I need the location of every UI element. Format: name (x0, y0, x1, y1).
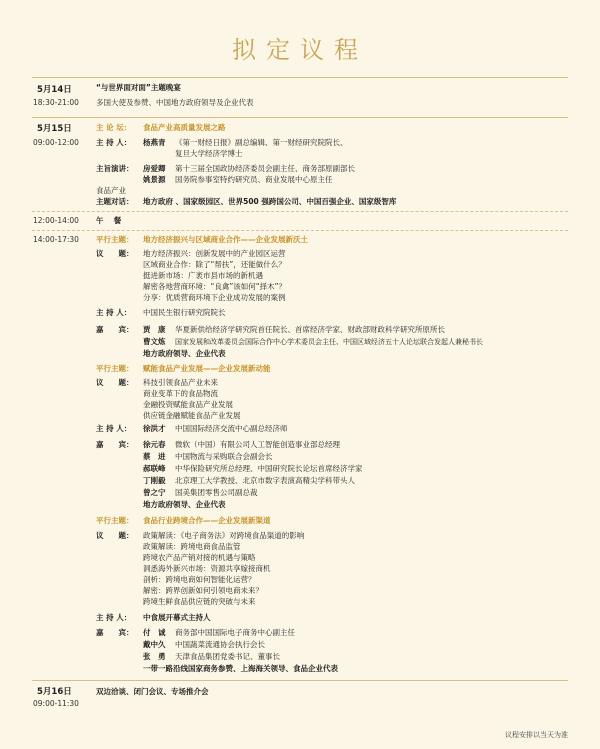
guest-desc: 北京理工大学教授、北京市数字表演高精尖学科带头人 (175, 476, 355, 485)
guest-desc: 微软（中国）有限公司人工智能创造事业部总经理 (175, 440, 340, 449)
parallel-label: 平行主题： (96, 516, 134, 525)
topic: 跨境农产品产销对接的机遇与策略 (143, 553, 256, 562)
day-14-date: 5月14日 (37, 85, 72, 95)
host-desc: 《第一财经日报》副总编辑、第一财经研究院院长、 (175, 138, 348, 147)
divider (32, 680, 568, 681)
afternoon-time: 14:00-17:30 (33, 235, 79, 244)
guest-other: 地方政府领导、企业代表 (143, 500, 226, 509)
speaker-name: 房爱卿 (143, 164, 166, 173)
guest-label: 嘉 宾： (96, 440, 134, 449)
divider (32, 211, 568, 212)
day-14-desc: 多国大使及参赞、中国地方政府领导及企业代表 (96, 98, 254, 107)
topic: 挺进新市场：广袤市县市场的新机遇 (143, 271, 263, 280)
day-15-date: 5月15日 (37, 124, 72, 134)
guest-desc: 商务部中国国际电子商务中心副主任 (175, 628, 295, 637)
topic: 洞悉海外新兴市场：资源共享嫁接商机 (143, 564, 271, 573)
guest-desc: 华夏新供给经济学研究院首任院长、首席经济学家、财政部财政科学研究所原所长 (175, 325, 445, 334)
parallel-label: 平行主题： (96, 364, 134, 373)
topic-label: 议 题： (96, 531, 134, 540)
topic-label: 议 题： (96, 249, 134, 258)
topic: 剖析：跨境电商如何智能化运营？ (143, 575, 256, 584)
page-title: 拟定议程 (232, 36, 368, 64)
guest-name: 郝联峰 (143, 464, 166, 473)
topic: 政策解读：《电子商务法》对跨境食品渠道的影响 (143, 531, 305, 540)
guest-name: 徐元春 (143, 440, 166, 449)
parallel-title: 地方经济振兴与区域商业合作——企业发展新沃土 (143, 235, 308, 244)
dialog-label: 食品产业 (96, 186, 126, 195)
day-14-time: 18:30-21:00 (33, 98, 79, 107)
host-label: 主 持 人： (96, 613, 132, 622)
day-16-time: 09:00-11:30 (33, 699, 79, 708)
lunch-time: 12:00-14:00 (33, 216, 79, 225)
guest-name: 张 勇 (143, 652, 166, 661)
day-14-event: “与世界面对面”主题晚宴 (96, 83, 181, 92)
topic: 科技引领食品产业未来 (143, 378, 218, 387)
guest-other: 地方政府领导、企业代表 (143, 349, 226, 358)
speaker-name: 姚景源 (143, 175, 166, 184)
parallel-title: 食品行业跨境合作——企业发展新渠道 (143, 516, 271, 525)
host-name: 徐洪才 (143, 424, 166, 433)
host-label: 主 持 人： (96, 308, 132, 317)
guest-name: 蔡 进 (143, 452, 166, 461)
host-desc: 中国国际经济交流中心副总经济师 (175, 424, 288, 433)
day-16-date: 5月16日 (37, 687, 72, 697)
guest-desc: 国家发展和改革委员会国际合作中心学术委员会主任、中国区域经济五十人论坛联合发起人兼秘书长 (175, 338, 483, 346)
host-desc: 复旦大学经济学博士 (175, 149, 243, 158)
guest-desc: 中国物流与采购联合会副会长 (175, 452, 273, 461)
topic: 跨境生鲜食品供应链的突破与未来 (143, 597, 256, 606)
divider (32, 117, 568, 118)
main-forum-label: 主 论 坛： (96, 123, 132, 132)
topic: 解密各地营商环境：“良禽”该如何“择木”？ (143, 282, 287, 291)
topic-label: 议 题： (96, 378, 134, 387)
dialog-text: 地方政府 、国家级园区、世界500 强跨国公司、中国百强企业、国家级智库 (143, 197, 397, 206)
footer-note: 议程安排以当天为准 (505, 731, 568, 739)
topic: 解密：跨界创新如何引领电商未来？ (143, 586, 263, 595)
guest-name: 丁刚毅 (143, 476, 166, 485)
topic: 分享：优质营商环境下企业成功发展的案例 (143, 293, 286, 302)
divider (32, 77, 568, 78)
topic: 区域商业合作：除了“帮扶”，还能做什么？ (143, 260, 286, 269)
lunch: 午 餐 (96, 216, 122, 225)
host-name: 杨燕青 (143, 138, 166, 147)
host-label: 主 持 人： (96, 138, 132, 147)
guest-other: 一带一路沿线国家商务参赞、上海海关领导、食品企业代表 (143, 664, 338, 673)
host-label: 主 持 人： (96, 424, 132, 433)
host: 中食展开幕式主持人 (143, 613, 211, 622)
topic: 商业变革下的食品物流 (143, 389, 218, 398)
guest-label: 嘉 宾： (96, 628, 134, 637)
topic: 地方经济振兴：创新发展中的产业园区运营 (143, 249, 286, 258)
guest-name: 贾 康 (143, 325, 166, 334)
guest-name: 曹文炼 (143, 337, 166, 346)
divider (32, 230, 568, 231)
parallel-label: 平行主题： (96, 235, 134, 244)
host: 中国民生银行研究院院长 (143, 308, 226, 317)
day-15-time: 09:00-12:00 (33, 138, 79, 147)
topic: 金融投资赋能食品产业发展 (143, 400, 233, 409)
speaker-desc: 国务院参事室特约研究员、商业发展中心原主任 (175, 175, 333, 184)
guest-desc: 天津食品集团党委书记、董事长 (175, 652, 280, 661)
guest-desc: 国美集团零售公司副总裁 (175, 488, 258, 497)
guest-label: 嘉 宾： (96, 325, 134, 334)
speaker-desc: 第十三届全国政协经济委员会副主任、商务部原副部长 (175, 164, 355, 173)
main-forum-title: 食品产业高质量发展之路 (143, 123, 226, 132)
dialog-label: 主题对话： (96, 197, 134, 206)
guest-name: 戴中久 (143, 640, 166, 649)
parallel-title: 赋能食品产业发展——企业发展新动能 (143, 364, 271, 373)
day-16-desc: 双边洽谈、闭门会议、专场推介会 (96, 687, 209, 696)
topic: 政策解读：跨境电商食品监管 (143, 542, 241, 551)
topic: 供应链金融赋能食品产业发展 (143, 411, 241, 420)
guest-name: 付 诚 (143, 628, 166, 637)
guest-desc: 中华保险研究所总经理、中国研究院长论坛首席经济学家 (175, 464, 363, 473)
guest-desc: 中国蔬菜流通协会执行会长 (175, 640, 265, 649)
guest-name: 曾之宁 (143, 488, 166, 497)
keynote-label: 主旨演讲： (96, 164, 134, 173)
